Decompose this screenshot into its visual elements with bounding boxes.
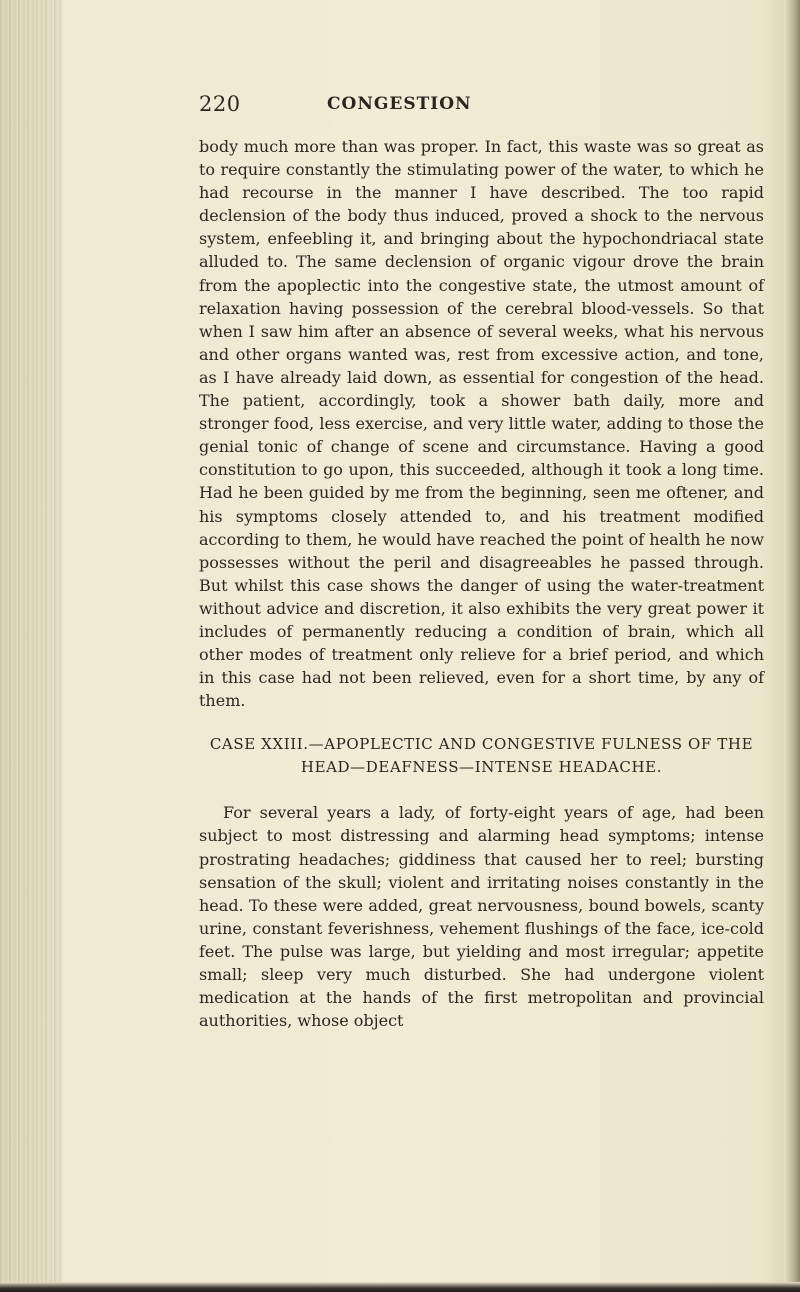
paragraph: body much more than was proper. In fact, this waste was so great as to require constantly the stimulating power of the water, to which he had recourse in the manner I have described. The too rapid declension of the body thus induced, proved a shock to the nervous system, enfeebling it, and bringing about the hypochondriacal state alluded to. The same declension of organic vigour drove the brain from the apoplectic into the congestive state, the utmost amount of relaxation having possession of the cerebral blood-vessels. So that when I saw him after an absence of several weeks, what his nervous and other organs wanted was, rest from excessive action, and tone, as I have already laid down, as essential for congestion of the head. The patient, accordingly, took a shower bath daily, more and stronger food, less exercise, and very little water, adding to those the genial tonic of change of scene and circumstance. Having a good constitution to go upon, this succeeded, although it took a long time. Had he been guided by me from the beginning, seen me oftener, and his symptoms closely attended to, and his treatment modified according to them, he would have reached the point of health he now possesses without the peril and disagreeables he passed through. But whilst this case shows the danger of using the water-treatment without advice and discretion, it also exhibits the very great power it includes of permanently reducing a condition of brain, which all other modes of treatment only relieve for a brief period, and which in this case had not been relieved, even for a short time, by any of them. xyxy=(199,137,765,711)
page-gutter xyxy=(0,0,62,1292)
page-bottom-edge xyxy=(0,1282,800,1292)
running-head: CONGESTION xyxy=(327,94,472,114)
page-edge xyxy=(784,0,800,1292)
page-number: 220 xyxy=(199,92,241,116)
page-header xyxy=(199,92,754,118)
body-text xyxy=(199,135,764,1032)
paragraph: For several years a lady, of forty-eight years of age, had been subject to most distressing and alarming head symptoms; intense prostrating headaches; giddiness that caused her to reel; bursting sensation of the skull; violent and irritating noises constantly in the head. To these were added, great nervousness, bound bowels, scanty urine, constant feverishness, vehement flushings of the face, ice-cold feet. The pulse was large, but yielding and most irregular; appetite small; sleep very much disturbed. She had undergone violent medication at the hands of the first metropolitan and provincial authorities, whose object xyxy=(199,803,764,1031)
case-heading: CASE XXIII.—APOPLECTIC AND CONGESTIVE FULNESS OF THE HEAD—DEAFNESS—INTENSE HEADACHE. xyxy=(209,735,754,777)
